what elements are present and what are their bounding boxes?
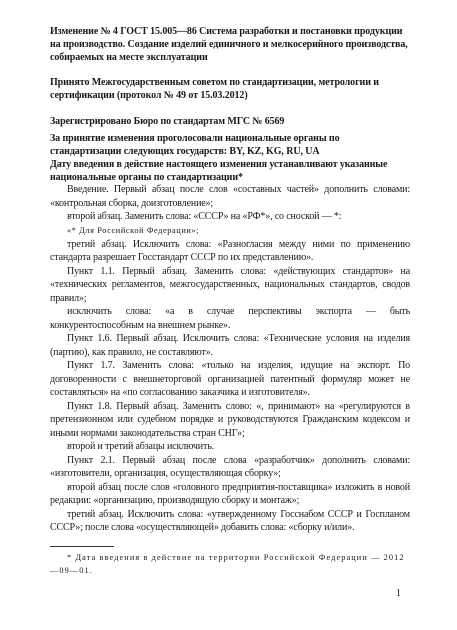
body-paragraph: Введение. Первый абзац после слов «составных частей» дополнить словами: «контрольная сборка, доизготовление»; [50,184,410,209]
body-paragraph: второй абзац после слов «головного предприятия-поставщика» изложить в новой редакции: «организацию, производящую сборку и монтаж»; [50,481,410,506]
page-number: 1 [396,588,401,599]
body-paragraph: исключить слова: «а в случае перспективы экспорта — быть конкурентоспособным на внешнем рынке». [50,306,410,331]
effective-date-line: Дату введения в действие настоящего изменения устанавливают указанные национальные органы по стандартизации* [50,159,388,183]
body-paragraph: Пункт 1.1. Первый абзац. Заменить слова: «действующих стандартов» на «технических регламентов, межгосударственных, национальных стандартов, сводов правил»; [50,265,410,304]
inline-footnote-text: «* Для Российской Федерации»; [67,225,200,235]
adopted-by-line: Принято Межгосударственным советом по стандартизации, метрологии и сертификации (протокол № 49 от 15.03.2012) [50,77,379,101]
footnote: * Дата введения в действие на территории Российской Федерации — 2012—09—01. [50,553,405,575]
body-paragraph: второй абзац. Заменить слова: «СССР» на «РФ*», со сноской — *: [67,211,342,222]
body-paragraph: Пункт 1.8. Первый абзац. Заменить слово: «, принимают» на «регулируются в претензионном или судебном порядке и руководствуются Гражданским кодексом и иными нормами законодательства стран СНГ»; [50,400,410,439]
amendment-title: Изменение № 4 ГОСТ 15.005—86 Система разработки и постановки продукции на производство. Создание изделий единичного и мелкосерийного производства, собираемых на месте эксплуатации [50,26,408,63]
body-paragraph: второй и третий абзацы исключить. [67,441,214,452]
body-paragraph: Пункт 2.1. Первый абзац после слова «разработчик» дополнить словами: «изготовители, организация, осуществляющая сборку»; [50,454,410,479]
body-paragraph: Пункт 1.6. Первый абзац. Исключить слова: «Технические условия на изделия (партию), как правило, не составляют». [50,333,410,358]
body-paragraph: Пункт 1.7. Заменить слова: «только на изделия, идущие на экспорт. По договоренности с внешнеторговой организацией патентный формуляр может не составляться» на «по согласованию заказчика и изготовителя». [50,360,410,398]
body-paragraph: третий абзац. Исключить слова: «утвержденному Госснабом СССР и Госпланом СССР»; после слова «осуществляющей» добавить слова: «сборку и/или». [50,508,410,533]
voting-countries-line: За принятие изменения проголосовали национальные органы по стандартизации следующих государств: BY, KZ, KG, RU, UA [50,133,340,157]
amendment-body [50,183,410,535]
footnote-separator [50,546,114,547]
body-paragraph: третий абзац. Исключить слова: «Разногласия между ними по применению стандарта разрешает Госстандарт СССР по их представлению». [50,238,410,263]
registration-line: Зарегистрировано Бюро по стандартам МГС № 6569 [50,116,285,127]
